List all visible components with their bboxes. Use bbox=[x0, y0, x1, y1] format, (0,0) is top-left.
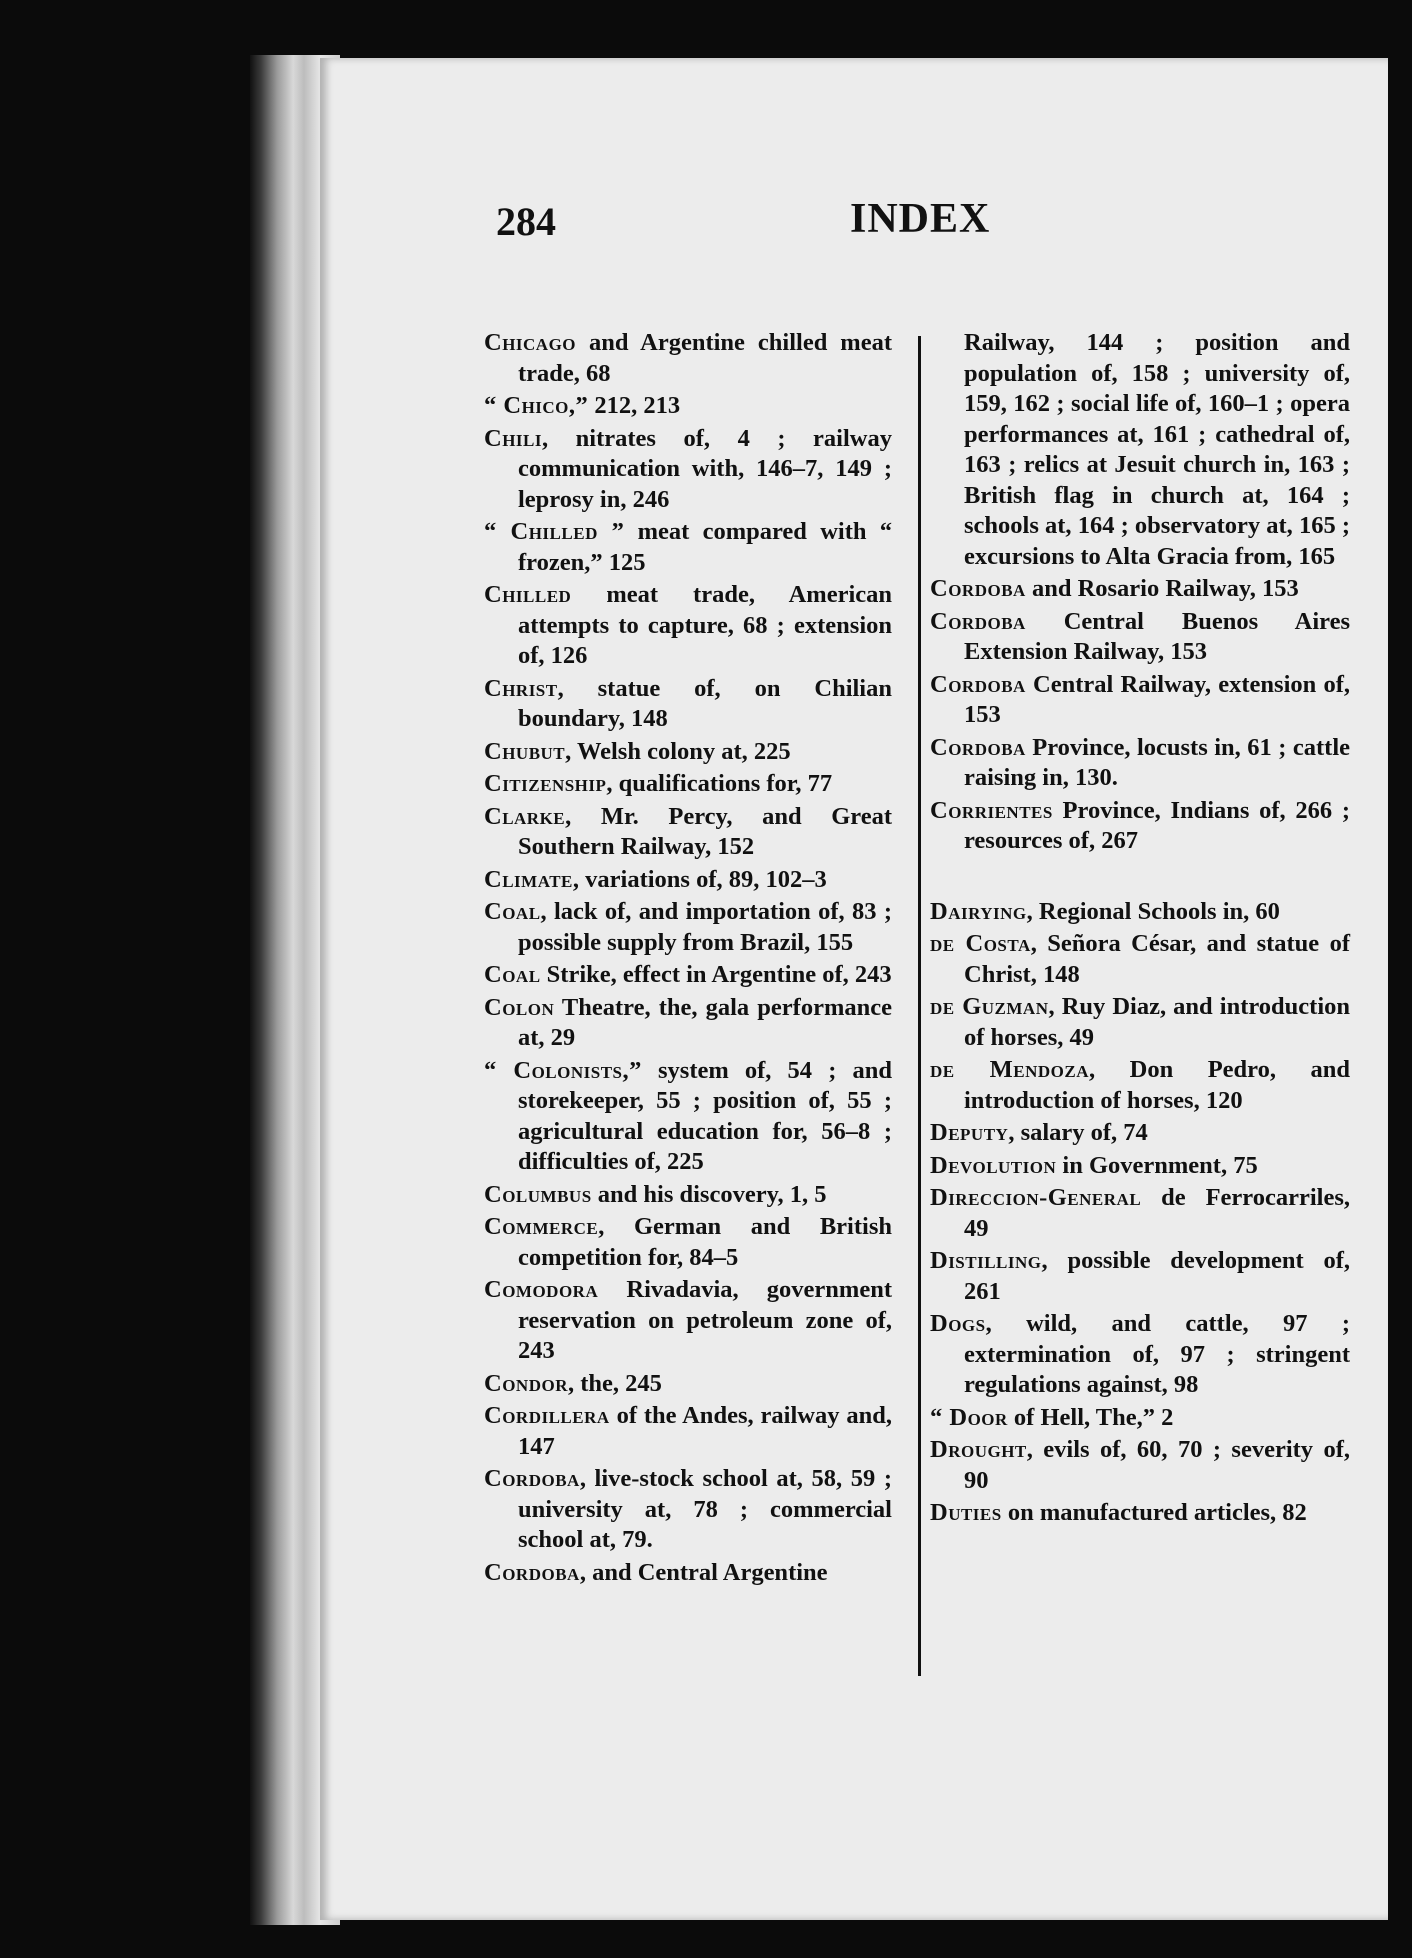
index-entry-heading: “ Chilled ” bbox=[484, 518, 625, 545]
index-entry bbox=[484, 737, 892, 768]
index-entry-heading: Duties bbox=[930, 1499, 1002, 1526]
index-entry-heading: Deputy bbox=[930, 1119, 1009, 1146]
index-entry bbox=[484, 517, 892, 578]
index-entry-heading: Comodora bbox=[484, 1276, 599, 1303]
index-entry bbox=[484, 897, 892, 958]
index-entry-text: Central Railway, extension of, 153 bbox=[964, 670, 1350, 728]
index-entry bbox=[930, 1118, 1350, 1149]
index-entry bbox=[484, 1212, 892, 1273]
index-entry-heading: Cordoba bbox=[484, 1558, 580, 1586]
index-entry-text: Railway, 144 ; position and population of, 158 ; university of, 159, 162 ; social life of, 160–1 ; opera performances at, 161 ; cathedral of, 163 ; relics at Jesuit church in, 163 ; British flag in church at, 164 ; schools at, 164 ; observatory at, 165 ; excursions to Alta Gracia from, 165 bbox=[964, 329, 1350, 570]
index-entry-text: Rivadavia, government reservation on petroleum zone of, 243 bbox=[518, 1276, 892, 1364]
index-entry bbox=[484, 802, 892, 863]
index-entry bbox=[484, 960, 892, 991]
index-entry bbox=[484, 1464, 892, 1556]
index-entry-text: Central Buenos Aires Extension Railway, 153 bbox=[964, 607, 1350, 665]
index-entry bbox=[930, 1246, 1350, 1307]
index-entry-heading: Clarke bbox=[484, 802, 566, 830]
index-entry-heading: Dairying bbox=[930, 897, 1027, 925]
index-entry bbox=[930, 607, 1350, 668]
index-entry bbox=[484, 328, 892, 389]
index-entry-text: , Mr. Percy, and Great Southern Railway, 152 bbox=[518, 802, 892, 860]
index-entry bbox=[484, 865, 892, 896]
index-entry-heading: Cordoba bbox=[930, 670, 1026, 698]
index-entry-text: meat trade, American attempts to capture, 68 ; extension of, 126 bbox=[518, 581, 892, 669]
index-entry-text: , salary of, 74 bbox=[1008, 1119, 1148, 1146]
index-entry-heading: Cordoba bbox=[484, 1465, 580, 1492]
index-entry bbox=[930, 992, 1350, 1053]
index-entry-text: , statue of, on Chilian boundary, 148 bbox=[518, 674, 892, 732]
index-entry bbox=[930, 897, 1350, 928]
index-entry-heading: Commerce bbox=[484, 1213, 599, 1240]
index-entry bbox=[930, 1183, 1350, 1244]
index-entry-text: Strike, effect in Argentine of, 243 bbox=[540, 961, 892, 988]
index-entry-heading: Distilling bbox=[930, 1247, 1042, 1274]
index-entry-text: , qualifications for, 77 bbox=[606, 770, 833, 797]
index-entry-heading: Drought bbox=[930, 1436, 1027, 1463]
index-entry-text: , German and British competition for, 84–5 bbox=[518, 1213, 892, 1271]
index-entry bbox=[484, 1369, 892, 1400]
index-entry-text: Province, locusts in, 61 ; cattle raising in, 130. bbox=[964, 733, 1350, 791]
index-entry bbox=[930, 670, 1350, 731]
index-entry-heading: “ Chico,” bbox=[484, 392, 589, 419]
index-entry-text: , and Central Argentine bbox=[579, 1558, 828, 1586]
index-entry bbox=[930, 1435, 1350, 1496]
index-entry-text: , the, 245 bbox=[567, 1369, 662, 1397]
index-entry bbox=[930, 1309, 1350, 1401]
index-entry bbox=[484, 424, 892, 516]
index-entry bbox=[930, 733, 1350, 794]
index-entry bbox=[484, 1401, 892, 1462]
index-entry-text: Theatre, the, gala performance at, 29 bbox=[518, 993, 892, 1051]
index-entry-text: , Ruy Diaz, and introduction of horses, 49 bbox=[964, 993, 1351, 1051]
index-entry-text: , variations of, 89, 102–3 bbox=[572, 865, 827, 893]
index-entry-text: on manufactured articles, 82 bbox=[1001, 1499, 1307, 1526]
page-number: 284 bbox=[496, 199, 556, 244]
index-entry-heading: de Mendoza bbox=[930, 1056, 1089, 1083]
index-entry-text: , lack of, and importation of, 83 ; possible supply from Brazil, 155 bbox=[518, 898, 892, 956]
index-entry-text: of Hell, The,” 2 bbox=[1007, 1403, 1174, 1431]
index-entry bbox=[484, 1056, 892, 1178]
index-entry bbox=[930, 1055, 1350, 1116]
index-column-left bbox=[484, 328, 892, 1590]
index-entry-heading: Climate bbox=[484, 865, 573, 893]
index-entry bbox=[930, 574, 1350, 605]
index-entry bbox=[484, 580, 892, 672]
book-page bbox=[320, 58, 1388, 1920]
index-entry-heading: de Guzman bbox=[930, 993, 1049, 1020]
index-entry-heading: Chili bbox=[484, 424, 542, 452]
index-entry bbox=[930, 929, 1350, 990]
index-entry-heading: Condor bbox=[484, 1369, 568, 1397]
index-entry-heading: Chicago bbox=[484, 329, 577, 356]
index-entry-heading: Citizenship bbox=[484, 770, 607, 797]
index-entry bbox=[930, 796, 1350, 857]
index-entry bbox=[484, 769, 892, 800]
index-entry-text: de Ferrocarriles, 49 bbox=[964, 1184, 1350, 1242]
index-entry-heading: de Costa bbox=[930, 930, 1031, 957]
index-entry-text: , Regional Schools in, 60 bbox=[1026, 897, 1280, 925]
index-entry-heading: Cordoba bbox=[930, 575, 1026, 602]
index-entry-text: 212, 213 bbox=[588, 392, 681, 419]
index-entry-text: and Argentine chilled meat trade, 68 bbox=[518, 329, 892, 387]
running-head: INDEX bbox=[850, 196, 991, 242]
index-entry-text: in Government, 75 bbox=[1056, 1151, 1258, 1179]
index-entry-heading: Coal bbox=[484, 898, 541, 925]
index-entry-heading: Corrientes bbox=[930, 796, 1053, 824]
index-entry-heading: Devolution bbox=[930, 1151, 1057, 1179]
index-entry bbox=[484, 1558, 892, 1589]
index-entry-text: system of, 54 ; and storekeeper, 55 ; position of, 55 ; agricultural education for, 56–8 ; difficulties of, 225 bbox=[518, 1056, 892, 1175]
index-entry-text: , nitrates of, 4 ; railway communication with, 146–7, 149 ; leprosy in, 246 bbox=[518, 424, 892, 513]
index-entry-text: meat compared with “ frozen,” 125 bbox=[518, 518, 892, 576]
index-entry-heading: Dogs bbox=[930, 1310, 986, 1337]
index-entry-text: , live-stock school at, 58, 59 ; university at, 78 ; commercial school at, 79. bbox=[518, 1465, 892, 1553]
index-entry bbox=[484, 674, 892, 735]
index-entry bbox=[484, 391, 892, 422]
index-entry bbox=[930, 1498, 1350, 1529]
index-entry bbox=[484, 1180, 892, 1211]
index-entry-heading: “ Colonists,” bbox=[484, 1056, 642, 1084]
column-divider bbox=[918, 336, 921, 1676]
index-entry-text: and Rosario Railway, 153 bbox=[1025, 575, 1299, 602]
index-entry-text: Province, Indians of, 266 ; resources of, 267 bbox=[964, 796, 1350, 854]
index-entry-heading: Cordoba bbox=[930, 733, 1026, 761]
index-entry-heading: Chubut bbox=[484, 737, 566, 765]
index-entry-heading: Cordoba bbox=[930, 607, 1026, 635]
index-entry-heading: Cordillera bbox=[484, 1402, 610, 1429]
index-entry bbox=[930, 328, 1350, 572]
index-entry-heading: Coal bbox=[484, 961, 541, 988]
index-entry-text: , Señora César, and statue of Christ, 148 bbox=[964, 930, 1350, 988]
index-entry-text: , Don Pedro, and introduction of horses, 120 bbox=[964, 1056, 1350, 1114]
index-entry bbox=[930, 1151, 1350, 1182]
index-entry-heading: Chilled bbox=[484, 581, 572, 608]
index-entry bbox=[930, 1403, 1350, 1434]
index-entry-text: of the Andes, railway and, 147 bbox=[518, 1402, 892, 1460]
index-entry-text: , possible development of, 261 bbox=[964, 1247, 1350, 1305]
index-entry bbox=[484, 993, 892, 1054]
index-entry-text: , evils of, 60, 70 ; severity of, 90 bbox=[964, 1436, 1350, 1494]
index-entry-heading: Christ bbox=[484, 674, 558, 702]
index-entry-text: , Welsh colony at, 225 bbox=[565, 737, 791, 765]
index-entry-heading: “ Door bbox=[930, 1403, 1008, 1431]
index-entry-heading: Direccion-General bbox=[930, 1184, 1142, 1211]
index-entry-heading: Colon bbox=[484, 993, 555, 1021]
index-entry bbox=[484, 1275, 892, 1367]
index-entry-heading: Columbus bbox=[484, 1180, 592, 1208]
index-column-right bbox=[930, 328, 1350, 1531]
index-entry-text: , wild, and cattle, 97 ; extermination of, 97 ; stringent regulations against, 98 bbox=[964, 1310, 1350, 1398]
index-entry-text: and his discovery, 1, 5 bbox=[591, 1180, 827, 1208]
